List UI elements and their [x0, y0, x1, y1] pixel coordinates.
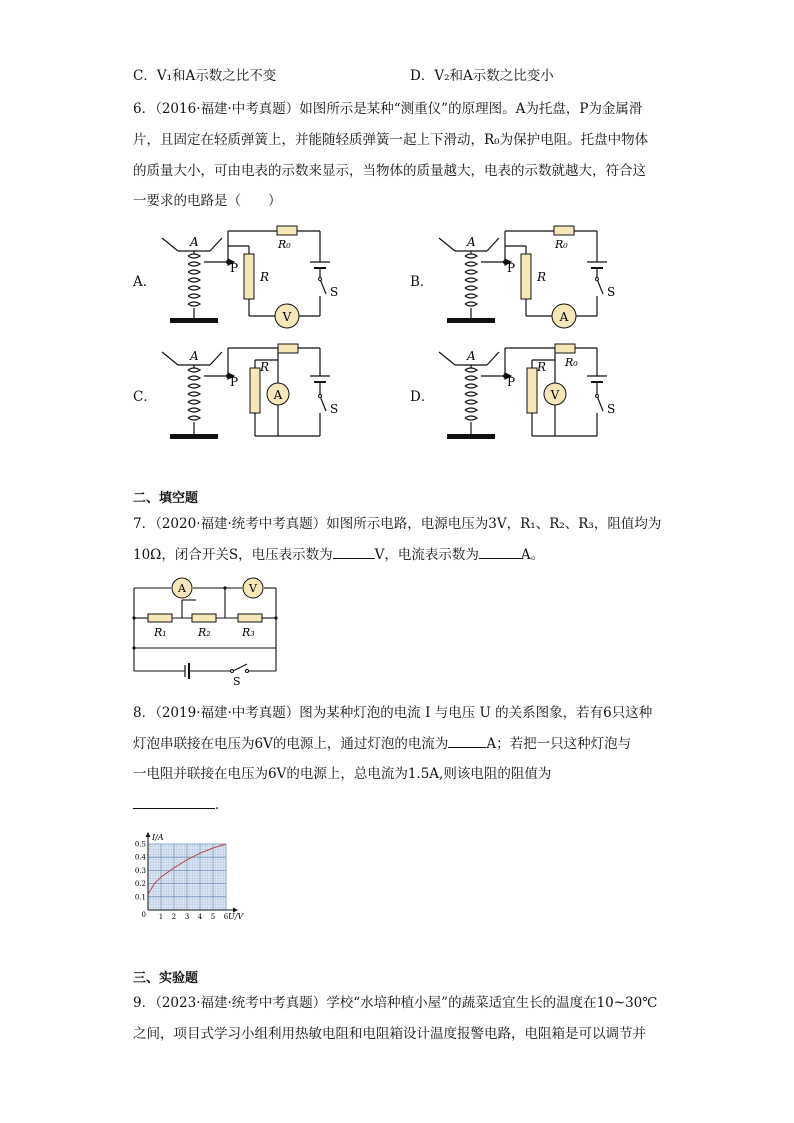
chart-grid: [148, 844, 226, 910]
ammeter-icon: A: [273, 388, 283, 402]
q8-stem-line3: 一电阻并联接在电压为6V的电源上，总电流为1.5A,则该电阻的阻值为: [133, 766, 552, 782]
chart-origin-label: 0: [141, 911, 146, 919]
q8-blank-current[interactable]: [448, 734, 486, 748]
q7-text-b: V，电流表示数为: [374, 547, 479, 563]
q8-text-b: A；若把一只这种灯泡与: [486, 736, 632, 752]
slider-label: P: [507, 261, 516, 275]
q6-option-a-label: A．: [133, 274, 157, 290]
chart-y-tick-label: 0.4: [134, 853, 146, 862]
chart-y-tick-label: 0.1: [134, 893, 146, 902]
r0-label: R₀: [565, 356, 578, 369]
q5-option-d: D．V₂和A示数之比变小: [410, 68, 554, 84]
rheostat-label: R: [260, 270, 270, 284]
tray-label: A: [190, 349, 199, 363]
q9-stem-line2: 之间，项目式学习小组利用热敏电阻和电阻箱设计温度报警电路，电阻箱是可以调节并: [133, 1026, 646, 1042]
tray-label: A: [467, 349, 476, 363]
switch-label: S: [330, 285, 339, 299]
q7-circuit: [128, 574, 283, 686]
slider-label: P: [230, 261, 239, 275]
chart-y-arrow: [146, 832, 151, 837]
r3-label: R₃: [242, 626, 255, 639]
q6-circuit-a: [160, 224, 340, 334]
ammeter-icon: A: [178, 582, 186, 595]
q8-text-a: 灯泡串联接在电压为6V的电源上，通过灯泡的电流为: [133, 736, 449, 752]
q8-stem-line2: [133, 734, 631, 754]
q9-stem-line1: 9．（2023·福建·统考中考真题）学校“水培种植小屋”的蔬菜适宜生长的温度在10~30℃: [133, 995, 658, 1011]
q6-stem-line1: 6．（2016·福建·中考真题）如图所示是某种“测重仪”的原理图。A为托盘，P为金属滑: [133, 101, 643, 117]
q6-circuit-c: [160, 338, 340, 448]
chart-x-axis-label: U/V: [228, 912, 244, 921]
switch-label: S: [330, 402, 339, 416]
slider-label: P: [230, 375, 239, 389]
q6-stem-line3: 的质量大小，可由电表的示数来显示，当物体的质量越大，电表的示数就越大，符合这: [133, 163, 646, 179]
q6-option-d-label: D．: [410, 389, 435, 405]
chart-y-axis-label: I/A: [152, 833, 164, 842]
q7-stem-line1: 7．（2020·福建·统考中考真题）如图所示电路，电源电压为3V，R₁、R₂、R₃，阻值均为: [133, 516, 662, 532]
rheostat-label: R: [537, 270, 547, 284]
q7-text-a: 10Ω，闭合开关S，电压表示数为: [133, 547, 333, 563]
voltmeter-icon: V: [550, 388, 560, 402]
chart-x-tick-label: 6: [223, 913, 229, 921]
chart-y-tick-label: 0.3: [134, 866, 146, 875]
q6-circuit-b: [437, 224, 617, 334]
voltmeter-icon: V: [249, 582, 257, 595]
q8-stem-line4: [133, 795, 229, 815]
q7-blank-voltage[interactable]: [333, 545, 375, 559]
r2-label: R₂: [198, 626, 211, 639]
rheostat-label: R: [537, 360, 547, 374]
r0-label: R₀: [278, 238, 291, 251]
rheostat-label: R: [260, 360, 270, 374]
q6-stem-line2: 片，且固定在轻质弹簧上，并能随轻质弹簧一起上下滑动，R₀为保护电阻。托盘中物体: [133, 132, 649, 148]
q8-end-mark: ．: [215, 797, 229, 813]
switch-label: S: [233, 675, 241, 686]
q7-text-c: A。: [520, 547, 545, 563]
q5-option-c: C．V₁和A示数之比不变: [133, 68, 277, 84]
q7-stem-line2: [133, 545, 544, 565]
q6-option-c-label: C．: [133, 389, 157, 405]
r0-label: R₀: [555, 238, 568, 251]
chart-x-tick-label: 4: [197, 913, 203, 921]
chart-x-tick-label: 2: [171, 913, 177, 921]
q8-iu-chart: [128, 826, 253, 924]
chart-y-tick-label: 0.5: [134, 840, 146, 849]
chart-y-tick-label: 0.2: [134, 880, 146, 889]
section-fill-in-title: 二、填空题: [133, 491, 199, 506]
chart-x-tick-label: 1: [158, 913, 164, 921]
chart-x-tick-label: 5: [210, 913, 216, 921]
tray-label: A: [467, 235, 476, 249]
slider-label: P: [507, 375, 516, 389]
chart-x-tick-label: 3: [184, 913, 190, 921]
voltmeter-icon: V: [282, 310, 292, 324]
q8-stem-line1: 8．（2019·福建·中考真题）图为某种灯泡的电流 I 与电压 U 的关系图象，若有6只这种: [133, 705, 653, 721]
section-experiment-title: 三、实验题: [133, 971, 199, 986]
q6-option-b-label: B．: [410, 274, 434, 290]
switch-label: S: [607, 285, 616, 299]
q7-blank-current[interactable]: [479, 545, 521, 559]
q6-circuit-d: [437, 338, 617, 448]
switch-label: S: [607, 402, 616, 416]
q8-blank-resistance[interactable]: [133, 795, 215, 809]
tray-label: A: [190, 235, 199, 249]
q6-stem-line4: 一要求的电路是（ ）: [133, 193, 282, 209]
ammeter-icon: A: [559, 310, 569, 324]
r1-label: R₁: [154, 626, 167, 639]
